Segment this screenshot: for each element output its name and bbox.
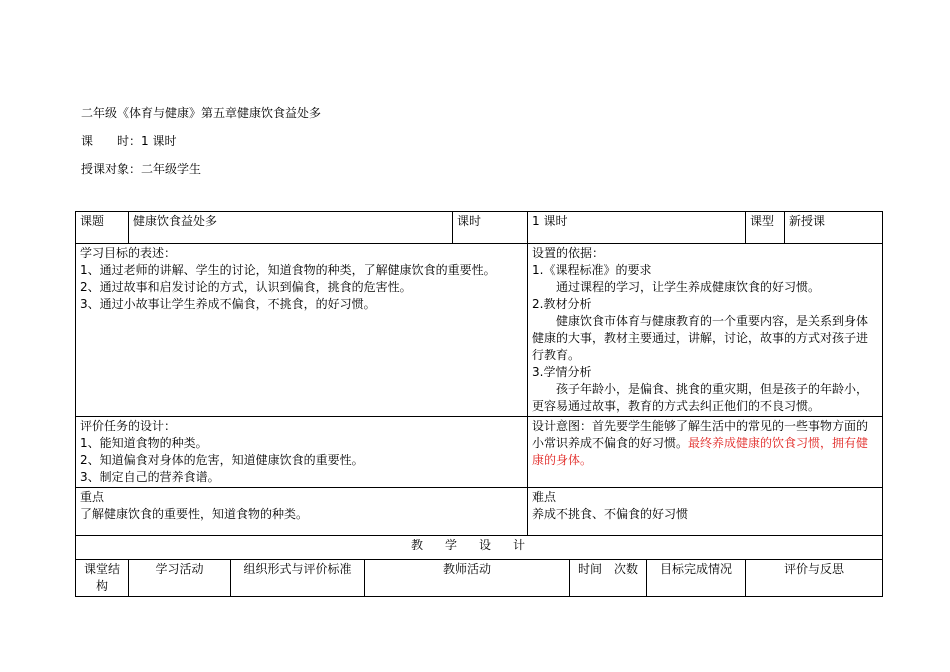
period-label: 课时 xyxy=(453,212,528,244)
goal-item: 1、通过老师的讲解、学生的讨论，知道食物的种类，了解健康饮食的重要性。 xyxy=(80,263,496,277)
period-value: 1 课时 xyxy=(528,212,746,244)
teaching-design-row xyxy=(76,536,883,560)
column-header: 评价与反思 xyxy=(746,560,883,597)
column-header: 时间 次数 xyxy=(570,560,647,597)
basis-section-title: 2.教材分析 xyxy=(532,297,592,311)
key-point-label: 重点 xyxy=(80,490,105,504)
teaching-design-title-cell xyxy=(76,536,883,560)
goal-item: 3、通过小故事让学生养成不偏食，不挑食，的好习惯。 xyxy=(80,297,376,311)
difficulty-cell xyxy=(528,488,883,536)
topic-label: 课题 xyxy=(76,212,129,244)
type-value: 新授课 xyxy=(785,212,883,244)
evaluation-item: 1、能知道食物的种类。 xyxy=(80,436,208,450)
basis-section-title: 1.《课程标准》的要求 xyxy=(532,263,652,277)
column-header: 教师活动 xyxy=(365,560,570,597)
basis-section-body: 孩子年龄小，是偏食、挑食的重灾期，但是孩子的年龄小，更容易通过故事，教育的方式去纠正他们的不良习惯。 xyxy=(532,382,869,413)
evaluation-item: 3、制定自己的营养食谱。 xyxy=(80,470,220,484)
column-header: 目标完成情况 xyxy=(647,560,746,597)
difficulty-text: 养成不挑食、不偏食的好习惯 xyxy=(532,507,689,521)
basis-section-title: 3.学情分析 xyxy=(532,365,592,379)
evaluation-item: 2、知道偏食对身体的危害，知道健康饮食的重要性。 xyxy=(80,453,364,467)
design-intent-highlight: 最终养成健康的饮食习惯，拥有健康的身体。 xyxy=(532,436,869,467)
basis-heading: 设置的依据： xyxy=(532,246,605,260)
evaluation-cell xyxy=(76,417,528,488)
period-line: 课 时：1 课时 xyxy=(81,134,177,148)
basis-cell xyxy=(528,244,883,417)
document-title: 二年级《体育与健康》第五章健康饮食益处多 xyxy=(81,106,322,120)
goal-item: 2、通过故事和启发讨论的方式，认识到偏食，挑食的危害性。 xyxy=(80,280,412,294)
design-intent-text: 设计意图：首先要学生能够了解生活中的常见的一些事物方面的小常识养成不偏食的好习惯。 xyxy=(532,419,869,450)
column-header: 组织形式与评价标准 xyxy=(231,560,365,597)
goals-row xyxy=(76,244,883,417)
teaching-design-title: 教学设计 xyxy=(411,538,548,552)
column-header: 课堂结构 xyxy=(76,560,129,597)
evaluation-row xyxy=(76,417,883,488)
column-headers-row xyxy=(76,560,883,597)
basis-section-body: 健康饮食市体育与健康教育的一个重要内容，是关系到身体健康的大事，教材主要通过，讲解，讨论，故事的方式对孩子进行教育。 xyxy=(532,314,869,362)
goals-cell xyxy=(76,244,528,417)
header-row xyxy=(76,212,883,244)
key-point-text: 了解健康饮食的重要性，知道食物的种类。 xyxy=(80,507,309,521)
lesson-plan-table xyxy=(75,211,883,597)
difficulty-label: 难点 xyxy=(532,490,557,504)
basis-section-body: 通过课程的学习，让学生养成健康饮食的好习惯。 xyxy=(556,280,821,294)
topic-value: 健康饮食益处多 xyxy=(129,212,453,244)
evaluation-heading: 评价任务的设计： xyxy=(80,419,177,433)
design-intent-cell xyxy=(528,417,883,488)
column-header: 学习活动 xyxy=(129,560,231,597)
audience-line: 授课对象：二年级学生 xyxy=(81,162,202,176)
type-label: 课型 xyxy=(746,212,785,244)
key-point-cell xyxy=(76,488,528,536)
goals-heading: 学习目标的表述： xyxy=(80,246,177,260)
key-points-row xyxy=(76,488,883,536)
